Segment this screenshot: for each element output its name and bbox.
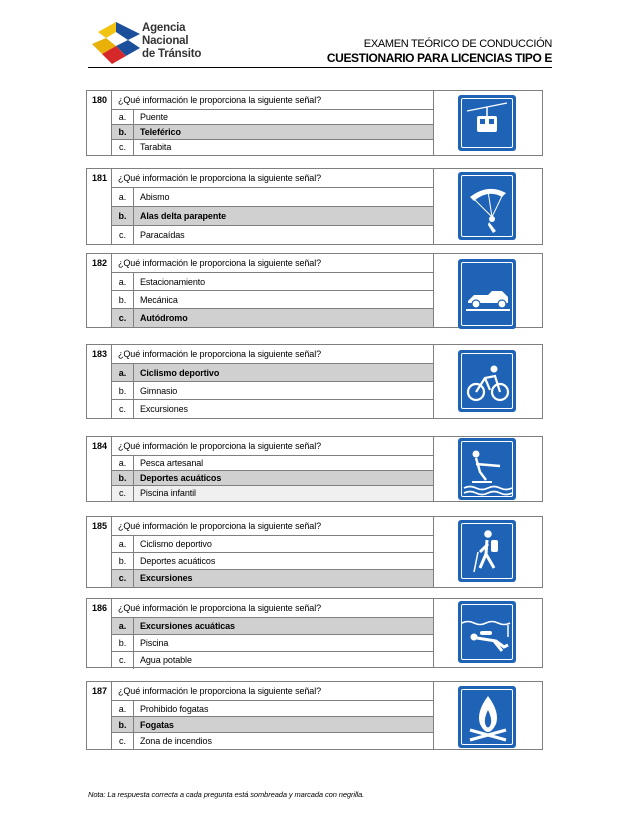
agency-name xyxy=(142,22,201,61)
option-text: Abismo xyxy=(140,192,170,202)
option-text: Piscina infantil xyxy=(140,488,196,498)
answer-option xyxy=(112,110,433,125)
option-letter: c. xyxy=(112,486,134,501)
option-text: Agua potable xyxy=(140,655,192,665)
answer-option-correct xyxy=(112,309,433,327)
agency-name-line: Nacional xyxy=(142,35,189,47)
answer-option xyxy=(112,733,433,749)
traffic-sign-image xyxy=(458,95,516,151)
option-text: Paracaídas xyxy=(140,230,185,240)
answer-option xyxy=(112,291,433,309)
option-text: Zona de incendios xyxy=(140,736,212,746)
answer-option xyxy=(112,652,433,669)
option-text: Alas delta parapente xyxy=(140,211,227,221)
answer-option-correct xyxy=(112,207,433,226)
option-letter: a. xyxy=(112,188,134,206)
option-letter: a. xyxy=(112,456,134,470)
option-letter: b. xyxy=(112,553,134,569)
option-letter: a. xyxy=(112,536,134,552)
option-letter: c. xyxy=(112,226,134,245)
exam-title: EXAMEN TEÓRICO DE CONDUCCIÓN xyxy=(363,38,552,50)
option-letter: b. xyxy=(112,471,134,485)
option-letter: a. xyxy=(112,110,134,124)
answer-option xyxy=(112,553,433,570)
answer-option xyxy=(112,486,433,501)
image-column-divider xyxy=(433,169,434,244)
option-letter: c. xyxy=(112,570,134,587)
questionnaire-title: CUESTIONARIO PARA LICENCIAS TIPO E xyxy=(326,51,552,65)
answer-option-correct xyxy=(112,570,433,587)
image-column-divider xyxy=(433,254,434,327)
option-text: Autódromo xyxy=(140,313,188,323)
question-text: ¿Qué información le proporciona la siguiente señal? xyxy=(118,173,322,183)
question-text: ¿Qué información le proporciona la siguiente señal? xyxy=(118,441,322,451)
image-column-divider xyxy=(433,345,434,418)
race-car-icon xyxy=(458,259,516,329)
option-letter: c. xyxy=(112,140,134,155)
answer-option xyxy=(112,701,433,717)
option-letter: a. xyxy=(112,273,134,290)
traffic-sign-image xyxy=(458,259,516,329)
traffic-sign-image xyxy=(458,438,516,500)
option-text: Excursiones xyxy=(140,404,188,414)
option-text: Ciclismo deportivo xyxy=(140,539,212,549)
answer-option xyxy=(112,400,433,418)
option-text: Pesca artesanal xyxy=(140,458,204,468)
campfire-icon xyxy=(458,686,516,748)
option-text: Fogatas xyxy=(140,720,174,730)
answer-option xyxy=(112,635,433,652)
image-column-divider xyxy=(433,517,434,587)
traffic-sign-image xyxy=(458,520,516,582)
option-text: Ciclismo deportivo xyxy=(140,368,220,378)
option-text: Excursiones xyxy=(140,573,193,583)
option-letter: b. xyxy=(112,207,134,225)
answer-option-correct xyxy=(112,364,433,382)
agency-emblem-icon xyxy=(88,18,144,68)
answer-option xyxy=(112,456,433,471)
hiker-icon xyxy=(458,520,516,582)
agency-name-line: Agencia xyxy=(142,22,186,34)
option-letter: c. xyxy=(112,400,134,418)
image-column-divider xyxy=(433,437,434,501)
answer-option-correct xyxy=(112,125,433,140)
agency-name-line: de Tránsito xyxy=(142,48,202,60)
water-ski-icon xyxy=(458,438,516,500)
traffic-sign-image xyxy=(458,172,516,240)
answer-option xyxy=(112,382,433,400)
option-text: Deportes acuáticos xyxy=(140,556,216,566)
option-text: Teleférico xyxy=(140,127,181,137)
image-column-divider xyxy=(433,599,434,667)
option-text: Puente xyxy=(140,112,168,122)
option-letter: a. xyxy=(112,618,134,634)
question-number: 184 xyxy=(91,441,108,451)
option-letter: b. xyxy=(112,382,134,399)
answer-option-correct xyxy=(112,618,433,635)
traffic-sign-image xyxy=(458,686,516,748)
option-letter: c. xyxy=(112,733,134,749)
option-letter: c. xyxy=(112,652,134,669)
option-text: Mecánica xyxy=(140,295,178,305)
question-text: ¿Qué información le proporciona la siguiente señal? xyxy=(118,95,322,105)
answer-option xyxy=(112,188,433,207)
footer-note: Nota: La respuesta correcta a cada pregunta está sombreada y marcada con negrilla. xyxy=(88,790,365,799)
header-divider xyxy=(88,67,552,68)
cable-car-icon xyxy=(458,95,516,151)
option-text: Deportes acuáticos xyxy=(140,473,222,483)
answer-option xyxy=(112,536,433,553)
answer-option xyxy=(112,140,433,155)
question-text: ¿Qué información le proporciona la siguiente señal? xyxy=(118,521,322,531)
answer-option xyxy=(112,273,433,291)
traffic-sign-image xyxy=(458,601,516,663)
question-number: 185 xyxy=(91,521,108,531)
image-column-divider xyxy=(433,682,434,749)
option-text: Excursiones acuáticas xyxy=(140,621,235,631)
option-text: Prohibido fogatas xyxy=(140,704,209,714)
option-letter: a. xyxy=(112,701,134,716)
option-letter: c. xyxy=(112,309,134,327)
image-column-divider xyxy=(433,91,434,155)
question-number: 182 xyxy=(91,258,108,268)
question-number: 181 xyxy=(91,173,108,183)
option-letter: b. xyxy=(112,717,134,732)
option-text: Gimnasio xyxy=(140,386,178,396)
scuba-diver-icon xyxy=(458,601,516,663)
cyclist-icon xyxy=(458,350,516,412)
question-text: ¿Qué información le proporciona la siguiente señal? xyxy=(118,603,322,613)
answer-option-correct xyxy=(112,471,433,486)
option-text: Tarabita xyxy=(140,142,172,152)
paraglider-icon xyxy=(458,172,516,240)
question-number: 183 xyxy=(91,349,108,359)
answer-option xyxy=(112,226,433,245)
question-number: 180 xyxy=(91,95,108,105)
question-text: ¿Qué información le proporciona la siguiente señal? xyxy=(118,349,322,359)
option-text: Piscina xyxy=(140,638,169,648)
option-letter: b. xyxy=(112,125,134,139)
traffic-sign-image xyxy=(458,350,516,412)
question-text: ¿Qué información le proporciona la siguiente señal? xyxy=(118,258,322,268)
answer-option-correct xyxy=(112,717,433,733)
option-letter: b. xyxy=(112,291,134,308)
option-letter: a. xyxy=(112,364,134,381)
question-number: 187 xyxy=(91,686,108,696)
question-number: 186 xyxy=(91,603,108,613)
option-text: Estacionamiento xyxy=(140,277,206,287)
option-letter: b. xyxy=(112,635,134,651)
question-text: ¿Qué información le proporciona la siguiente señal? xyxy=(118,686,322,696)
